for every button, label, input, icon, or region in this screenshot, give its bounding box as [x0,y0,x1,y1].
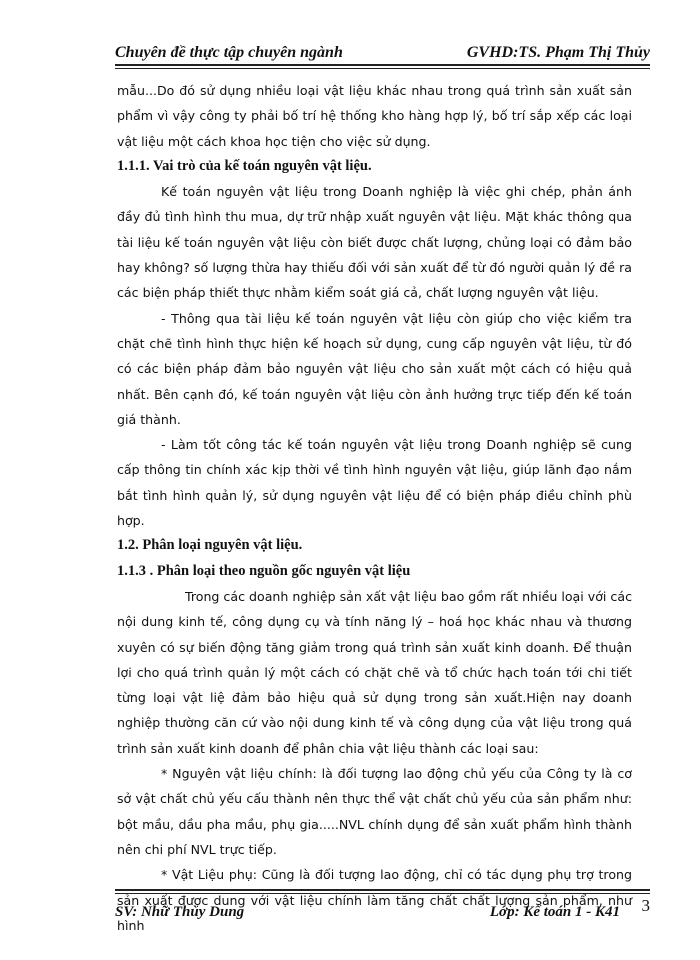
header-supervisor: GVHD:TS. Phạm Thị Thủy [466,44,650,61]
footer-rule-secondary [115,893,650,894]
page-header [115,38,650,62]
body-paragraph: * Nguyên vật liệu chính: là đối tượng lao động chủ yếu của Công ty là cơ sở vật chất chủ yếu cấu thành nên thực thể vật chất chủ yếu của sản phẩm như: bột mầu, dầu pha mầu, phụ gia.....NVL chính dụng để sản xuất phẩm hình thành nên chi phí NVL trực tiếp. [117,766,632,857]
body-paragraph: Kế toán nguyên vật liệu trong Doanh nghiệp là việc ghi chép, phản ánh đầy đủ tình hình thu mua, dự trữ nhập xuất nguyên vật liệu. Mặt khác thông qua tài liệu kế toán nguyên vật liệu còn biết được chất lượng, chủng loại có đảm bảo hay không? số lượng thừa hay thiếu đối với sản xuất để từ đó người quản lý đề ra các biện pháp thiết thực nhằm kiểm soát giá cả, chất lượng nguyên vật liệu. [117,184,632,301]
body-paragraph: * Vật Liệu phụ: Cũng là đối tượng lao động, chỉ có tác dụng phụ trợ trong sản xuất được dung với vật liệu chính làm tăng chất chất lượng sản phẩm, như hình [117,867,632,933]
header-rule-secondary [115,68,650,69]
section-heading: 1.1.3 . Phân loại theo nguồn gốc nguyên vật liệu [117,562,411,579]
body-paragraph: - Làm tốt công tác kế toán nguyên vật liệu trong Doanh nghiệp sẽ cung cấp thông tin chính xác kịp thời về tình hình nguyên vật liệu, giúp lãnh đạo nắm bắt tình hình quản lý, sử dụng nguyên vật liệu để có biện pháp điều chỉnh phù hợp. [117,437,632,529]
header-rule [115,64,650,66]
body-paragraph: - Thông qua tài liệu kế toán nguyên vật liệu còn giúp cho việc kiểm tra chặt chẽ tình hình thực hiện kế hoạch sử dụng, cung cấp nguyên vật liệu, từ đó có các biện pháp đảm bảo nguyên vật liệu cho sản xuất một cách có hiệu quả nhất. Bên cạnh đó, kế toán nguyên vật liệu còn ảnh hưởng trực tiếp đến kế toán giá thành. [117,310,632,427]
page-number: 3 [641,896,650,915]
body-paragraph: mẫu...Do đó sử dụng nhiều loại vật liệu khác nhau trong quá trình sản xuất sản phẩm vì vậy công ty phải bố trí hệ thống kho hàng hợp lý, bố trí sắp xếp các loại vật liệu một cách khoa học tiện cho việc sử dụng. [117,83,632,149]
page-footer [115,900,620,924]
footer-student-name: SV: Nhữ Thùy Dung [115,903,245,920]
body-paragraph: Trong các doanh nghiệp sản xất vật liệu bao gồm rất nhiều loại với các nội dung kinh tế, công dụng cụ và tính năng lý – hoá học khác nhau và thương xuyên có sự biến động tăng giảm trong quá trình sản xuất kinh doanh. Để thuận lợi cho quá trình quản lý một cách có chặt chẽ và tổ chức hạch toán tới chi tiết từng loại vật liệ đảm bảo hiệu quả sử dụng trong sản xuất.Hiện nay doanh nghiệp thường căn cứ vào nội dung kinh tế và công dụng của vật liệu trong quá trình sản xuất kinh doanh để phân chia vật liệu thành các loại sau: [117,588,632,756]
header-document-title: Chuyên đề thực tập chuyên ngành [115,44,343,61]
footer-rule [115,889,650,891]
page-body [117,78,632,938]
section-heading: 1.1.1. Vai trò của kế toán nguyên vật liệu. [117,157,372,174]
section-heading: 1.2. Phân loại nguyên vật liệu. [117,537,303,554]
footer-class: Lớp: Kế toán 1 - K41 [489,903,620,920]
